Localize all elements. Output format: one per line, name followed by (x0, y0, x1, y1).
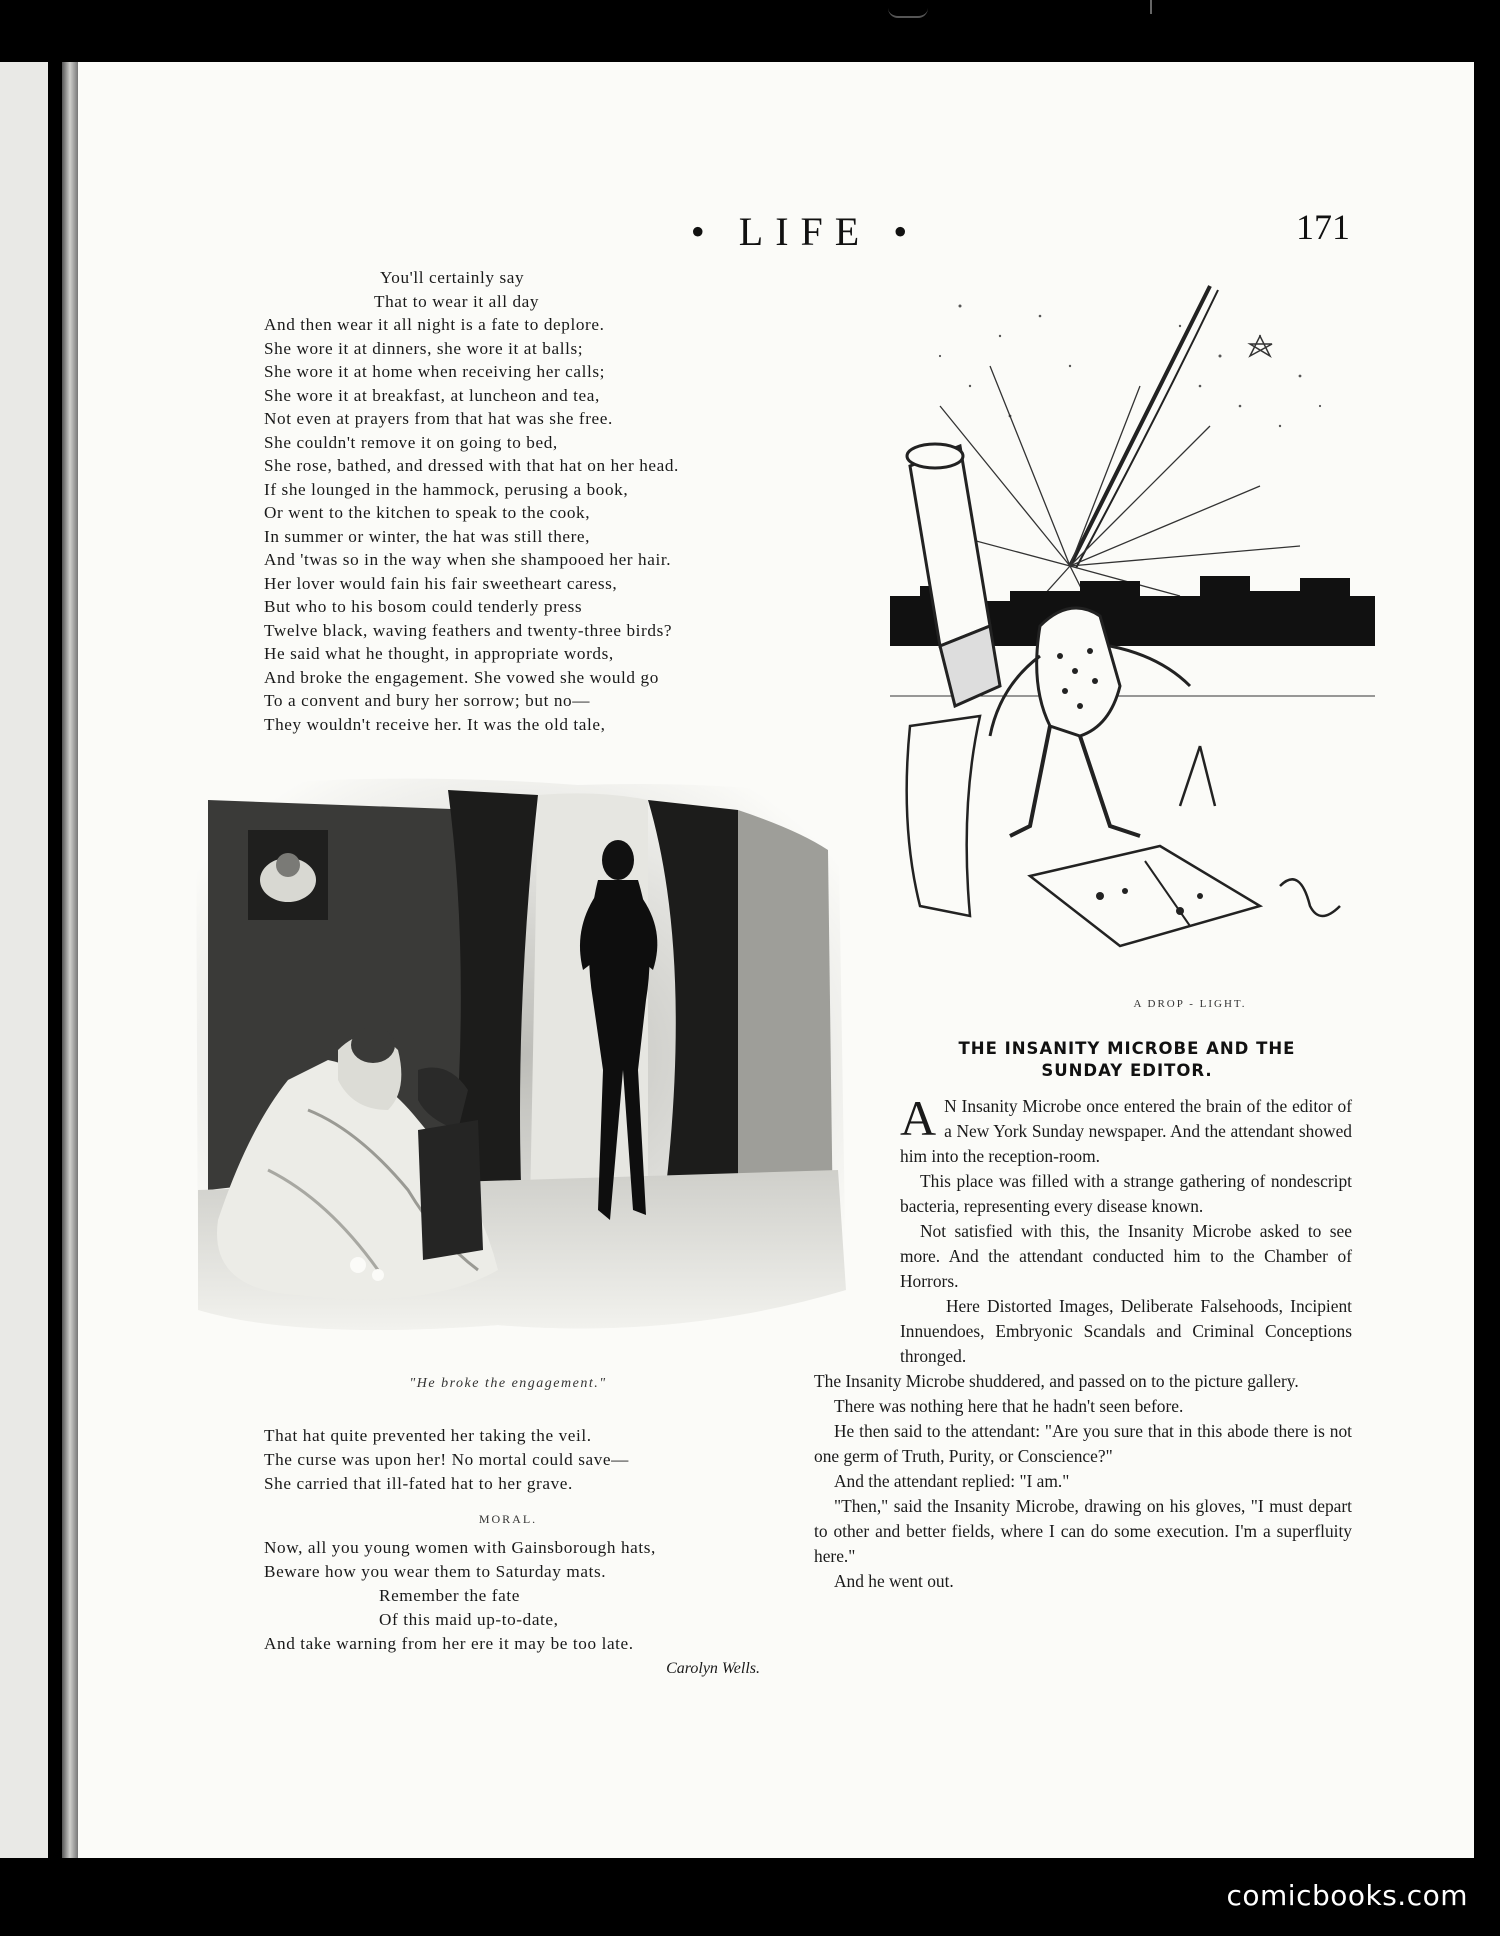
page-binding-shadow (62, 62, 78, 1858)
illustration-caption: "He broke the engagement." (409, 1376, 607, 1391)
drop-light-caption: A DROP - LIGHT. (1133, 998, 1247, 1010)
poem-line: She wore it at dinners, she wore it at balls; (264, 338, 584, 358)
article-paragraph: The Insanity Microbe shuddered, and passed on to the picture gallery. (814, 1371, 1299, 1391)
poem-line: To a convent and bury her sorrow; but no— (264, 691, 591, 710)
poem-line: And then wear it all night is a fate to deplore. (264, 315, 605, 334)
article-paragraph: "Then," said the Insanity Microbe, drawing on his gloves, "I must depart to other and better fields, where I can do some execution. I'm a superfluity here." (814, 1496, 1352, 1566)
poem-line: If she lounged in the hammock, perusing a book, (264, 479, 629, 499)
article-paragraph: And he went out. (834, 1571, 954, 1591)
poem-line: In summer or winter, the hat was still there, (264, 526, 591, 546)
drop-cap: A (900, 1090, 937, 1146)
article-body (814, 1090, 1352, 1594)
poem-line: Beware how you wear them to Saturday mats. (264, 1562, 607, 1581)
headline-line: THE INSANITY MICROBE AND THE (958, 1039, 1296, 1058)
article-paragraph (900, 1090, 1352, 1169)
poem-line: And broke the engagement. She vowed she would go (264, 667, 659, 687)
poem-middle (264, 1424, 784, 1496)
poem-line: She wore it at breakfast, at luncheon and tea, (264, 385, 600, 405)
poem-line: Twelve black, waving feathers and twenty-three birds? (264, 620, 673, 640)
headline-line: SUNDAY EDITOR. (1041, 1061, 1213, 1080)
poem-moral (264, 1536, 784, 1656)
site-watermark: comicbooks.com (1226, 1879, 1468, 1912)
page-number: 171 (1296, 207, 1350, 247)
masthead-title: • LIFE • (690, 209, 920, 254)
moral-heading: MORAL. (478, 1512, 538, 1526)
poem-line: That hat quite prevented her taking the veil. (264, 1426, 592, 1445)
poem-line: And 'twas so in the way when she shampooed her hair. (264, 550, 672, 569)
article-headline (904, 1038, 1350, 1082)
article-paragraph: Here Distorted Images, Deliberate Falsehoods, Incipient Innuendoes, Embryonic Scandals and Criminal Conceptions thronged. (900, 1296, 1352, 1366)
poem-line: Not even at prayers from that hat was she free. (264, 409, 613, 428)
poem-line: Of this maid up-to-date, (379, 1610, 559, 1629)
poem-line: You'll certainly say (380, 268, 525, 287)
poem-line: She carried that ill-fated hat to her grave. (264, 1474, 573, 1493)
poem-line: Remember the fate (379, 1586, 520, 1605)
article-paragraph: And the attendant replied: "I am." (834, 1471, 1070, 1491)
poem-line: The curse was upon her! No mortal could save— (264, 1450, 629, 1469)
poem-line: He said what he thought, in appropriate words, (264, 644, 614, 663)
poem-line: She couldn't remove it on going to bed, (264, 432, 558, 452)
top-ink-tick (1150, 0, 1152, 14)
poem-line: Or went to the kitchen to speak to the cook, (264, 503, 591, 522)
poem-line: Her lover would fain his fair sweetheart caress, (264, 573, 618, 593)
author-signature: Carolyn Wells. (666, 1660, 760, 1677)
article-paragraph: This place was filled with a strange gathering of nondescript bacteria, representing every disease known. (900, 1171, 1352, 1216)
poem-top (264, 266, 784, 736)
top-ink-mark (888, 8, 928, 18)
poem-line: And take warning from her ere it may be too late. (264, 1634, 634, 1653)
article-paragraph: He then said to the attendant: "Are you sure that in this abode there is not one germ of Truth, Purity, or Conscience?" (814, 1421, 1352, 1466)
engagement-illustration (178, 770, 848, 1350)
poem-line: She wore it at home when receiving her calls; (264, 362, 606, 381)
poem-line: Now, all you young women with Gainsborough hats, (264, 1538, 656, 1557)
previous-page-edge (0, 62, 48, 1858)
article-paragraph: There was nothing here that he hadn't seen before. (834, 1396, 1184, 1416)
article-paragraph: Not satisfied with this, the Insanity Microbe asked to see more. And the attendant conducted him to the Chamber of Horrors. (900, 1221, 1352, 1291)
article-text: N Insanity Microbe once entered the brain of the editor of a New York Sunday newspaper. And the attendant showed him into the reception-room. (900, 1096, 1352, 1166)
poem-line: She rose, bathed, and dressed with that hat on her head. (264, 456, 679, 475)
poem-line: But who to his bosom could tenderly press (264, 597, 583, 616)
drop-light-illustration (880, 266, 1380, 990)
poem-line: That to wear it all day (374, 291, 540, 311)
poem-line: They wouldn't receive her. It was the old tale, (264, 714, 606, 734)
